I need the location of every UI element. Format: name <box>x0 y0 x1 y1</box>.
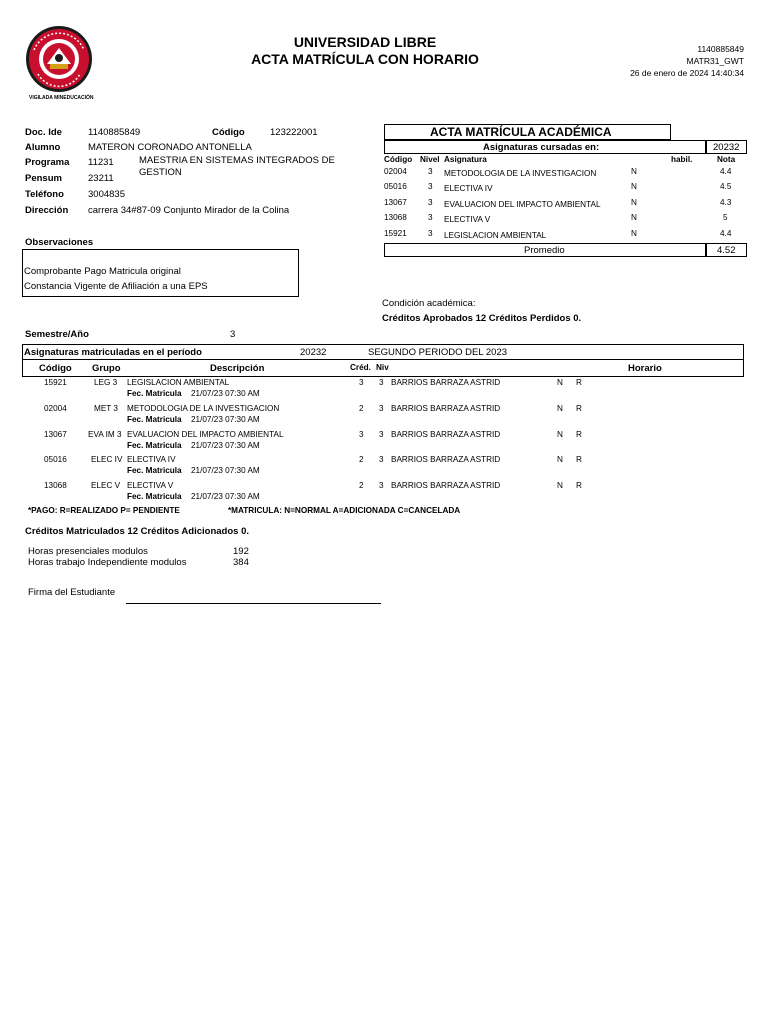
acta-row-codigo: 05016 <box>384 182 407 191</box>
acta-col-habil: habil. <box>671 155 693 164</box>
mat-row-cred: 2 <box>359 481 364 490</box>
acta-title: ACTA MATRÍCULA ACADÉMICA <box>430 125 612 139</box>
mat-row-docente: BARRIOS BARRAZA ASTRID <box>391 430 501 439</box>
mat-row-descripcion: EVALUACION DEL IMPACTO AMBIENTAL <box>127 430 284 439</box>
header-title-line1: UNIVERSIDAD LIBRE <box>293 34 437 50</box>
mat-row-matricula: N <box>557 481 563 490</box>
mat-row-matricula: N <box>557 430 563 439</box>
mat-col-cred: Créd. <box>350 363 371 372</box>
mat-row-grupo: EVA IM 3 <box>88 430 122 439</box>
acta-row-nivel: 3 <box>428 213 433 222</box>
mat-row-descripcion: LEGISLACION AMBIENTAL <box>127 378 230 387</box>
matriculadas-period: 20232 <box>300 347 327 358</box>
mat-row-matricula: N <box>557 455 563 464</box>
acta-row-asignatura: LEGISLACION AMBIENTAL <box>444 231 547 240</box>
mat-col-descripcion: Descripción <box>210 363 265 374</box>
acta-row-nivel: 3 <box>428 182 433 191</box>
acta-row-nota: 4.3 <box>720 198 732 207</box>
observaciones-line1: Comprobante Pago Matricula original <box>24 266 181 277</box>
mat-row-cred: 2 <box>359 404 364 413</box>
doc-label: Doc. Ide <box>25 127 62 138</box>
mat-row-fec-label: Fec. Matricula <box>127 441 182 450</box>
acta-cursadas-box <box>384 140 706 154</box>
matriculadas-label: Asignaturas matriculadas en el período <box>24 347 202 358</box>
mat-row-docente: BARRIOS BARRAZA ASTRID <box>391 378 501 387</box>
acta-promedio-label: Promedio <box>524 245 565 256</box>
acta-row-asignatura: ELECTIVA V <box>444 215 491 224</box>
direccion-label: Dirección <box>25 205 69 216</box>
acta-row-habil: N <box>631 213 637 222</box>
mat-col-codigo: Código <box>39 363 72 374</box>
creditos-matriculados: Créditos Matriculados 12 Créditos Adicionados 0. <box>25 526 250 537</box>
acta-col-codigo: Código <box>384 155 413 164</box>
mat-row-matricula: N <box>557 404 563 413</box>
semestre-value: 3 <box>230 329 236 340</box>
legend-matricula: *MATRICULA: N=NORMAL A=ADICIONADA C=CANCELADA <box>228 506 461 515</box>
programa-code: 11231 <box>88 157 114 168</box>
acta-promedio-value-box <box>706 243 747 257</box>
programa-name-line1: MAESTRIA EN SISTEMAS INTEGRADOS DE <box>139 155 335 166</box>
semestre-label: Semestre/Año <box>25 329 89 340</box>
acta-row-asignatura: EVALUACION DEL IMPACTO AMBIENTAL <box>444 200 601 209</box>
mat-row-pago: R <box>576 481 582 490</box>
legend-pago: *PAGO: R=REALIZADO P= PENDIENTE <box>28 506 180 515</box>
acta-row-habil: N <box>631 167 637 176</box>
acta-col-nota: Nota <box>717 155 736 164</box>
header-meta-code: MATR31_GWT <box>686 56 744 66</box>
mat-row-docente: BARRIOS BARRAZA ASTRID <box>391 404 501 413</box>
acta-row-nivel: 3 <box>428 167 433 176</box>
mat-row-niv: 3 <box>379 481 384 490</box>
acta-promedio-value: 4.52 <box>717 245 736 256</box>
acta-row-habil: N <box>631 229 637 238</box>
acta-promedio-box <box>384 243 706 257</box>
mat-row-fecha: 21/07/23 07:30 AM <box>191 466 260 475</box>
mat-row-fec-label: Fec. Matricula <box>127 492 182 501</box>
acta-row-asignatura: ELECTIVA IV <box>444 184 493 193</box>
condicion-label: Condición académica: <box>382 298 476 309</box>
acta-row-nota: 5 <box>723 213 728 222</box>
mat-row-niv: 3 <box>379 378 384 387</box>
header-meta-id: 1140885849 <box>697 44 744 54</box>
header-meta-datetime: 26 de enero de 2024 14:40:34 <box>630 68 744 78</box>
firma-line <box>126 603 381 604</box>
pensum-label: Pensum <box>25 173 62 184</box>
mat-row-fecha: 21/07/23 07:30 AM <box>191 389 260 398</box>
condicion-creditos: Créditos Aprobados 12 Créditos Perdidos 0. <box>382 313 582 324</box>
mat-row-codigo: 13067 <box>44 430 67 439</box>
acta-row-nota: 4.5 <box>720 182 732 191</box>
acta-row-asignatura: METODOLOGIA DE LA INVESTIGACION <box>444 169 597 178</box>
observaciones-label: Observaciones <box>25 237 94 248</box>
mat-row-fecha: 21/07/23 07:30 AM <box>191 415 260 424</box>
mat-row-codigo: 15921 <box>44 378 67 387</box>
acta-period-box <box>706 140 747 154</box>
mat-row-codigo: 13068 <box>44 481 67 490</box>
acta-row-codigo: 02004 <box>384 167 407 176</box>
codigo-label: Código <box>212 127 245 138</box>
mat-row-grupo: ELEC IV <box>91 455 123 464</box>
pensum-value: 23211 <box>88 173 114 184</box>
mat-row-docente: BARRIOS BARRAZA ASTRID <box>391 455 501 464</box>
acta-row-nivel: 3 <box>428 198 433 207</box>
acta-row-habil: N <box>631 198 637 207</box>
mat-row-descripcion: ELECTIVA IV <box>127 455 176 464</box>
header-title-line2: ACTA MATRÍCULA CON HORARIO <box>251 51 479 67</box>
telefono-label: Teléfono <box>25 189 64 200</box>
programa-label: Programa <box>25 157 70 168</box>
direccion-value: carrera 34#87-09 Conjunto Mirador de la Colina <box>88 205 290 216</box>
mat-row-cred: 3 <box>359 378 364 387</box>
acta-col-nivel: Nivel <box>420 155 440 164</box>
acta-col-asignatura: Asignatura <box>444 155 487 164</box>
matriculadas-period-name: SEGUNDO PERIODO DEL 2023 <box>368 347 508 358</box>
codigo-value: 123222001 <box>270 127 318 138</box>
firma-label: Firma del Estudiante <box>28 587 116 598</box>
matriculadas-header-divider <box>22 359 744 360</box>
acta-row-nota: 4.4 <box>720 229 732 238</box>
mat-row-niv: 3 <box>379 430 384 439</box>
acta-row-nivel: 3 <box>428 229 433 238</box>
observaciones-line2: Constancia Vigente de Afiliación a una EPS <box>24 281 208 292</box>
alumno-label: Alumno <box>25 142 61 153</box>
mat-row-niv: 3 <box>379 455 384 464</box>
mat-row-descripcion: ELECTIVA V <box>127 481 174 490</box>
horas-presenciales-value: 192 <box>233 546 249 557</box>
mat-row-fecha: 21/07/23 07:30 AM <box>191 441 260 450</box>
acta-row-habil: N <box>631 182 637 191</box>
horas-independiente-label: Horas trabajo Independiente modulos <box>28 557 187 568</box>
mat-row-codigo: 02004 <box>44 404 67 413</box>
university-logo <box>22 24 96 102</box>
mat-row-cred: 2 <box>359 455 364 464</box>
mat-col-grupo: Grupo <box>92 363 121 374</box>
mat-row-fecha: 21/07/23 07:30 AM <box>191 492 260 501</box>
acta-title-box <box>384 124 671 140</box>
mat-row-descripcion: METODOLOGIA DE LA INVESTIGACION <box>127 404 280 413</box>
mat-row-fec-label: Fec. Matricula <box>127 415 182 424</box>
mat-row-pago: R <box>576 378 582 387</box>
alumno-value: MATERON CORONADO ANTONELLA <box>88 142 252 153</box>
logo-caption: VIGILADA MINEDUCACIÓN <box>29 95 94 101</box>
acta-row-nota: 4.4 <box>720 167 732 176</box>
mat-row-docente: BARRIOS BARRAZA ASTRID <box>391 481 501 490</box>
mat-row-matricula: N <box>557 378 563 387</box>
observaciones-box <box>22 249 299 297</box>
mat-row-fec-label: Fec. Matricula <box>127 466 182 475</box>
acta-row-codigo: 13067 <box>384 198 407 207</box>
mat-row-niv: 3 <box>379 404 384 413</box>
programa-name-line2: GESTION <box>139 167 182 178</box>
acta-cursadas-label: Asignaturas cursadas en: <box>483 142 600 153</box>
mat-row-pago: R <box>576 455 582 464</box>
mat-row-fec-label: Fec. Matricula <box>127 389 182 398</box>
mat-row-pago: R <box>576 430 582 439</box>
horas-independiente-value: 384 <box>233 557 249 568</box>
mat-col-horario: Horario <box>628 363 662 374</box>
acta-period: 20232 <box>713 142 740 153</box>
mat-row-pago: R <box>576 404 582 413</box>
acta-row-codigo: 15921 <box>384 229 407 238</box>
mat-row-codigo: 05016 <box>44 455 67 464</box>
mat-row-grupo: MET 3 <box>94 404 118 413</box>
mat-row-cred: 3 <box>359 430 364 439</box>
acta-row-codigo: 13068 <box>384 213 407 222</box>
horas-presenciales-label: Horas presenciales modulos <box>28 546 148 557</box>
telefono-value: 3004835 <box>88 189 125 200</box>
mat-row-grupo: ELEC V <box>91 481 121 490</box>
mat-col-niv: Niv <box>376 363 389 372</box>
mat-row-grupo: LEG 3 <box>94 378 118 387</box>
doc-value: 1140885849 <box>88 127 141 138</box>
